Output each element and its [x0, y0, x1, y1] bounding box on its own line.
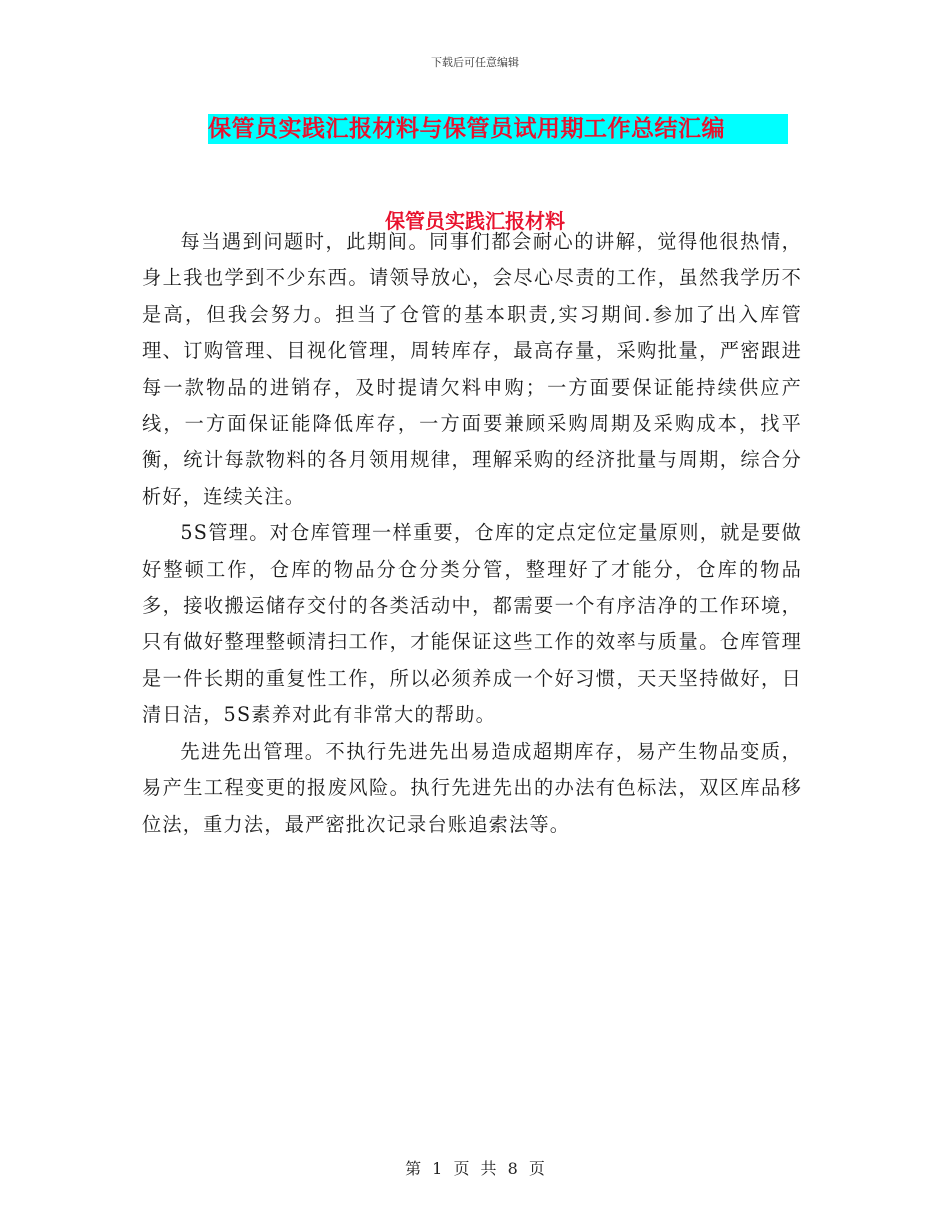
- body-text: [142, 224, 802, 843]
- document-title: 保管员实践汇报材料与保管员试用期工作总结汇编: [208, 114, 788, 144]
- paragraph-2: 5S管理。对仓库管理一样重要，仓库的定点定位定量原则，就是要做好整顿工作，仓库的物品分仓分类分管，整理好了才能分，仓库的物品多，接收搬运储存交付的各类活动中，都需要一个有序洁净的工作环境，只有做好整理整顿清扫工作，才能保证这些工作的效率与质量。仓库管理是一件长期的重复性工作，所以必须养成一个好习惯，天天坚持做好，日清日洁，5S素养对此有非常大的帮助。: [142, 521, 802, 727]
- paragraph-1: 每当遇到问题时，此期间。同事们都会耐心的讲解，觉得他很热情，身上我也学到不少东西。请领导放心，会尽心尽责的工作，虽然我学历不是高，但我会努力。担当了仓管的基本职责,实习期间.参加了出入库管理、订购管理、目视化管理，周转库存，最高存量，采购批量，严密跟进每一款物品的进销存，及时提请欠料申购；一方面要保证能持续供应产线，一方面保证能降低库存，一方面要兼顾采购周期及采购成本，找平衡，统计每款物料的各月领用规律，理解采购的经济批量与周期，综合分析好，连续关注。: [142, 230, 802, 508]
- section-title: 保管员实践汇报材料: [385, 209, 565, 233]
- header-note: 下载后可任意编辑: [431, 56, 519, 69]
- paragraph-3: 先进先出管理。不执行先进先出易造成超期库存，易产生物品变质，易产生工程变更的报废风险。执行先进先出的办法有色标法，双区库品移位法，重力法，最严密批次记录台账追索法等。: [142, 739, 802, 836]
- page-footer: 第 1 页 共 8 页: [405, 1159, 545, 1178]
